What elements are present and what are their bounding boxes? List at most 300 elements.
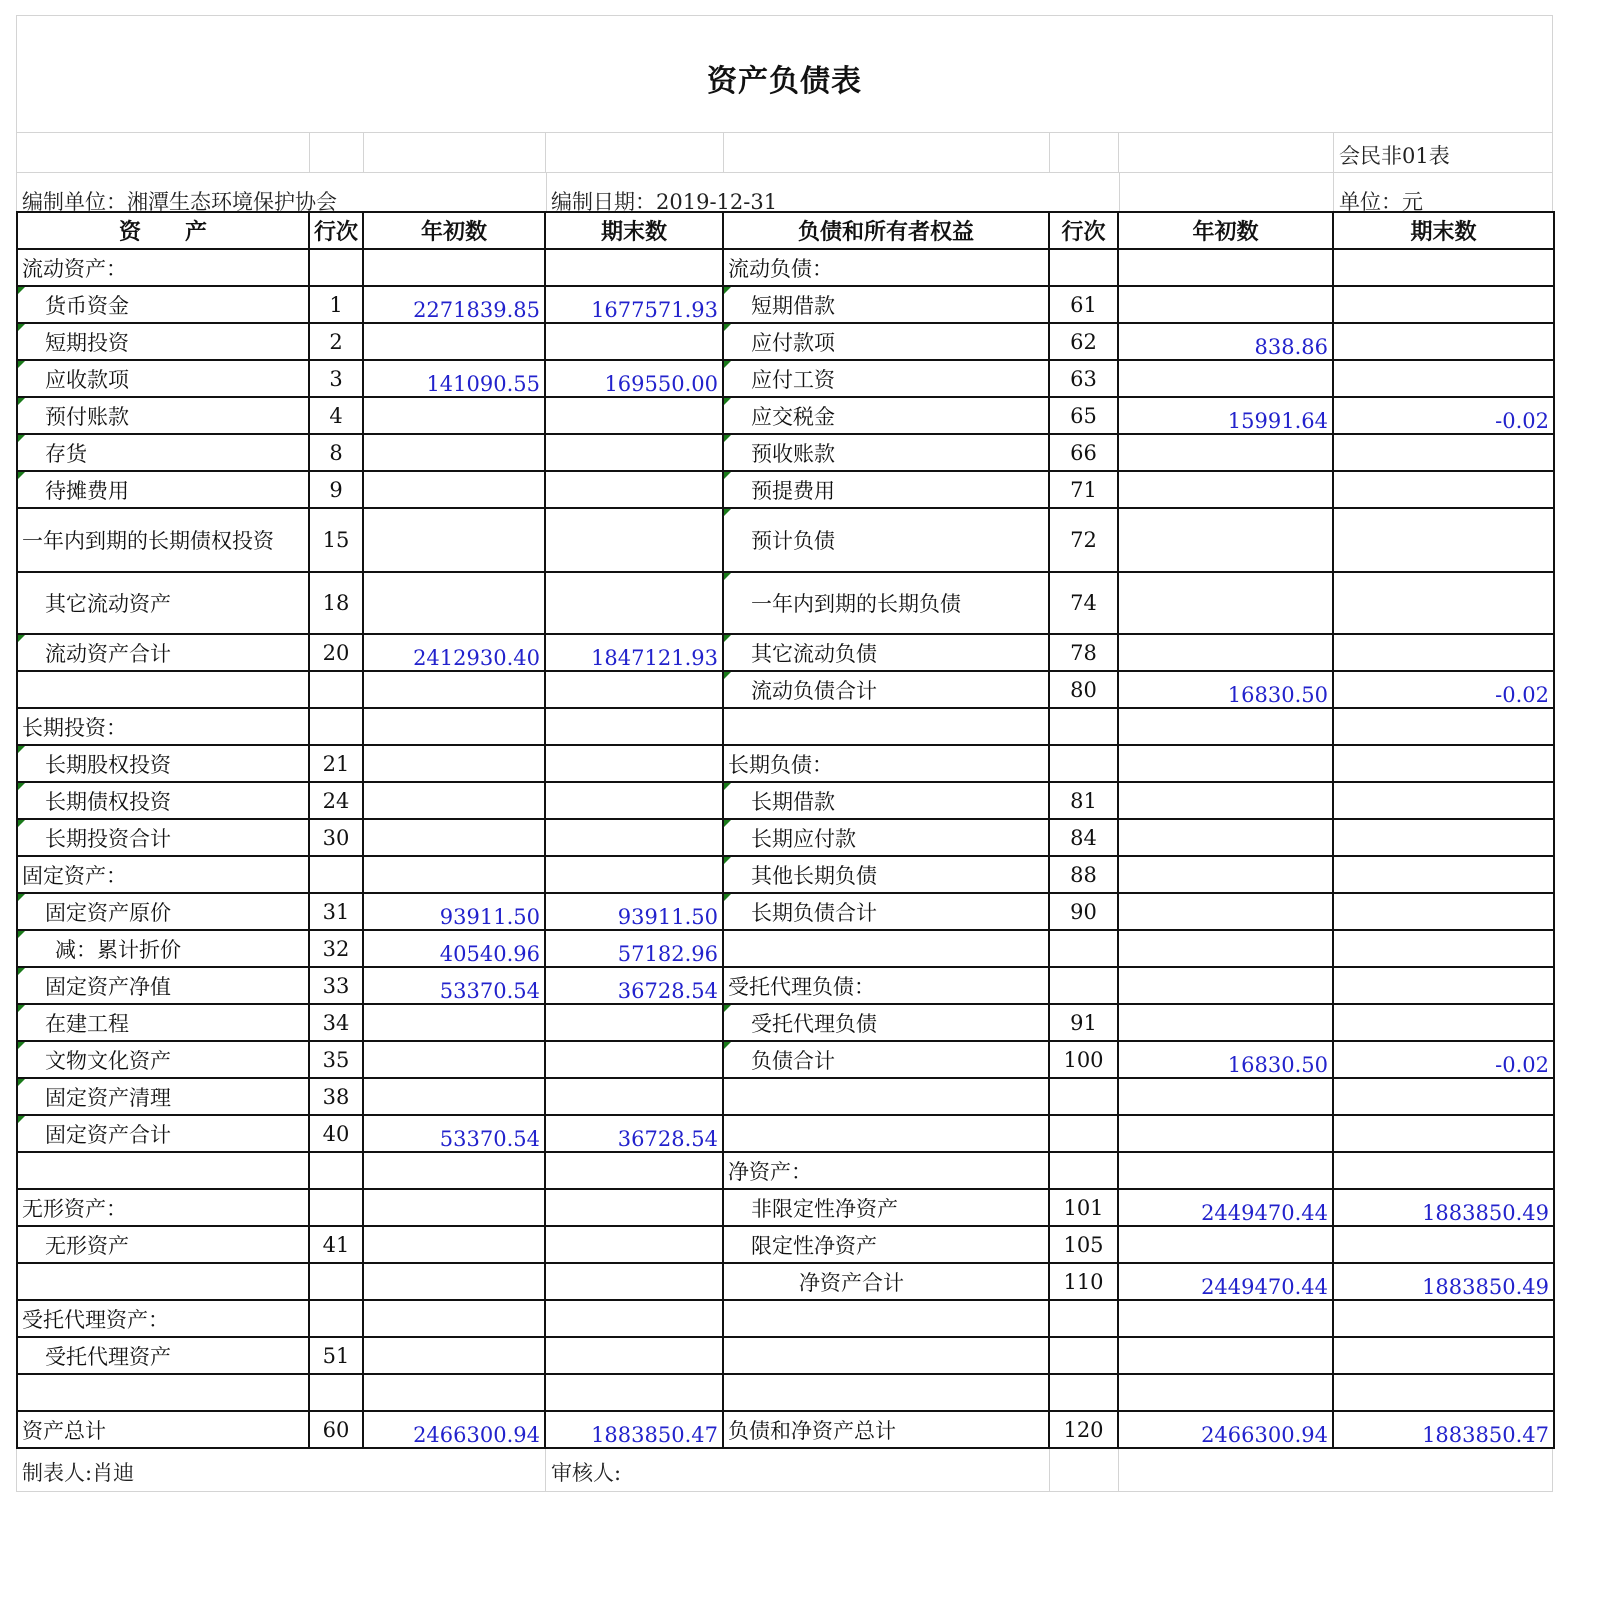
liability-label[interactable]: 长期负债： <box>723 745 1049 782</box>
asset-label[interactable]: 长期债权投资 <box>17 782 309 819</box>
header-row-no-2: 行次 <box>1049 212 1118 249</box>
liability-row-no[interactable] <box>1049 249 1118 286</box>
asset-label[interactable]: 预付账款 <box>17 397 309 434</box>
table-row <box>17 856 1554 893</box>
asset-label[interactable] <box>17 671 309 708</box>
asset-label[interactable]: 减：累计折价 <box>17 930 309 967</box>
asset-end-value[interactable]: 36728.54 <box>545 1115 723 1152</box>
liability-begin-value[interactable] <box>1118 1115 1333 1152</box>
liability-end-value[interactable] <box>1333 1300 1554 1337</box>
org-label: 编制单位：湘潭生态环境保护协会 <box>22 190 337 214</box>
liability-row-no[interactable] <box>1049 1374 1118 1411</box>
liability-end-value[interactable]: -0.02 <box>1333 1041 1554 1078</box>
table-row <box>17 1300 1554 1337</box>
asset-label[interactable]: 受托代理资产 <box>17 1337 309 1374</box>
liability-begin-value[interactable] <box>1118 249 1333 286</box>
asset-label[interactable]: 文物文化资产 <box>17 1041 309 1078</box>
liability-begin-value[interactable] <box>1118 967 1333 1004</box>
asset-end-value[interactable] <box>545 856 723 893</box>
asset-end-value[interactable]: 169550.00 <box>545 360 723 397</box>
asset-end-value[interactable]: 1883850.47 <box>545 1411 723 1448</box>
liability-row-no[interactable]: 100 <box>1049 1041 1118 1078</box>
reviewer-label: 审核人: <box>551 1461 622 1485</box>
asset-row-no[interactable]: 2 <box>309 323 363 360</box>
asset-begin-value[interactable] <box>363 397 545 434</box>
liability-label[interactable] <box>723 1337 1049 1374</box>
asset-end-value[interactable] <box>545 434 723 471</box>
asset-begin-value[interactable] <box>363 1078 545 1115</box>
asset-label[interactable]: 受托代理资产： <box>17 1300 309 1337</box>
liability-label[interactable]: 净资产合计 <box>723 1263 1049 1300</box>
date-label: 编制日期：2019-12-31 <box>551 190 778 214</box>
liability-label[interactable]: 预计负债 <box>723 508 1049 572</box>
table-row <box>17 1226 1554 1263</box>
preparer-label: 制表人:肖迪 <box>22 1461 135 1485</box>
liability-label[interactable]: 应付工资 <box>723 360 1049 397</box>
liability-label[interactable] <box>723 930 1049 967</box>
table-row <box>17 1374 1554 1411</box>
liability-begin-value[interactable] <box>1118 893 1333 930</box>
liability-end-value[interactable] <box>1333 508 1554 572</box>
asset-end-value[interactable] <box>545 572 723 634</box>
asset-end-value[interactable] <box>545 1226 723 1263</box>
liability-label[interactable] <box>723 708 1049 745</box>
liability-end-value[interactable] <box>1333 819 1554 856</box>
liability-begin-value[interactable] <box>1118 745 1333 782</box>
liability-label[interactable] <box>723 1115 1049 1152</box>
asset-begin-value[interactable] <box>363 745 545 782</box>
liability-row-no[interactable]: 66 <box>1049 434 1118 471</box>
liability-begin-value[interactable] <box>1118 1004 1333 1041</box>
header-end-2: 期末数 <box>1333 212 1554 249</box>
liability-row-no[interactable]: 78 <box>1049 634 1118 671</box>
liability-row-no[interactable]: 81 <box>1049 782 1118 819</box>
asset-row-no[interactable]: 9 <box>309 471 363 508</box>
table-row <box>17 1041 1554 1078</box>
asset-begin-value[interactable] <box>363 1152 545 1189</box>
unit-label: 单位：元 <box>1339 190 1423 214</box>
asset-row-no[interactable]: 1 <box>309 286 363 323</box>
liability-end-value[interactable] <box>1333 323 1554 360</box>
asset-row-no[interactable]: 31 <box>309 893 363 930</box>
liability-row-no[interactable]: 61 <box>1049 286 1118 323</box>
asset-row-no[interactable] <box>309 249 363 286</box>
liability-begin-value[interactable] <box>1118 708 1333 745</box>
table-row <box>17 671 1554 708</box>
asset-begin-value[interactable] <box>363 1041 545 1078</box>
asset-row-no[interactable]: 34 <box>309 1004 363 1041</box>
liability-end-value[interactable] <box>1333 1374 1554 1411</box>
liability-begin-value[interactable] <box>1118 471 1333 508</box>
grid-cell[interactable] <box>17 133 310 172</box>
asset-row-no[interactable]: 4 <box>309 397 363 434</box>
asset-end-value[interactable] <box>545 323 723 360</box>
liability-label[interactable]: 其他长期负债 <box>723 856 1049 893</box>
asset-begin-value[interactable] <box>363 856 545 893</box>
liability-label[interactable]: 长期借款 <box>723 782 1049 819</box>
liability-end-value[interactable]: -0.02 <box>1333 671 1554 708</box>
asset-begin-value[interactable]: 40540.96 <box>363 930 545 967</box>
asset-label[interactable]: 流动资产合计 <box>17 634 309 671</box>
asset-begin-value[interactable] <box>363 471 545 508</box>
header-row <box>17 212 1554 249</box>
liability-label[interactable]: 长期应付款 <box>723 819 1049 856</box>
asset-label[interactable]: 在建工程 <box>17 1004 309 1041</box>
liability-label[interactable]: 预提费用 <box>723 471 1049 508</box>
table-row <box>17 1411 1554 1448</box>
asset-begin-value[interactable] <box>363 1374 545 1411</box>
asset-row-no[interactable] <box>309 1152 363 1189</box>
asset-row-no[interactable]: 40 <box>309 1115 363 1152</box>
asset-end-value[interactable] <box>545 1078 723 1115</box>
liability-begin-value[interactable] <box>1118 1374 1333 1411</box>
table-row <box>17 323 1554 360</box>
asset-begin-value[interactable]: 53370.54 <box>363 1115 545 1152</box>
liability-row-no[interactable] <box>1049 967 1118 1004</box>
asset-begin-value[interactable]: 2466300.94 <box>363 1411 545 1448</box>
table-row <box>17 634 1554 671</box>
liability-end-value[interactable] <box>1333 1004 1554 1041</box>
asset-row-no[interactable] <box>309 1263 363 1300</box>
header-begin: 年初数 <box>363 212 545 249</box>
liability-label[interactable]: 非限定性净资产 <box>723 1189 1049 1226</box>
liability-begin-value[interactable] <box>1118 856 1333 893</box>
asset-row-no[interactable] <box>309 1374 363 1411</box>
table-row <box>17 745 1554 782</box>
liability-label[interactable]: 应付款项 <box>723 323 1049 360</box>
asset-row-no[interactable]: 21 <box>309 745 363 782</box>
liability-end-value[interactable] <box>1333 1226 1554 1263</box>
liability-row-no[interactable]: 88 <box>1049 856 1118 893</box>
asset-row-no[interactable]: 24 <box>309 782 363 819</box>
liability-row-no[interactable]: 63 <box>1049 360 1118 397</box>
liability-begin-value[interactable]: 16830.50 <box>1118 671 1333 708</box>
asset-end-value[interactable] <box>545 819 723 856</box>
liability-begin-value[interactable] <box>1118 1337 1333 1374</box>
table-row <box>17 572 1554 634</box>
liability-row-no[interactable] <box>1049 1078 1118 1115</box>
liability-label[interactable]: 负债和净资产总计 <box>723 1411 1049 1448</box>
liability-end-value[interactable] <box>1333 286 1554 323</box>
asset-begin-value[interactable] <box>363 1300 545 1337</box>
asset-label[interactable]: 长期投资： <box>17 708 309 745</box>
asset-end-value[interactable] <box>545 671 723 708</box>
asset-label[interactable]: 无形资产 <box>17 1226 309 1263</box>
asset-label[interactable]: 其它流动资产 <box>17 572 309 634</box>
liability-end-value[interactable] <box>1333 249 1554 286</box>
liability-label[interactable] <box>723 1300 1049 1337</box>
asset-row-no[interactable] <box>309 708 363 745</box>
liability-end-value[interactable] <box>1333 434 1554 471</box>
asset-label[interactable]: 固定资产清理 <box>17 1078 309 1115</box>
asset-label[interactable]: 短期投资 <box>17 323 309 360</box>
grid-cell[interactable] <box>546 1449 1050 1491</box>
grid-cell[interactable] <box>1050 133 1119 172</box>
liability-begin-value[interactable]: 2466300.94 <box>1118 1411 1333 1448</box>
asset-end-value[interactable] <box>545 1263 723 1300</box>
asset-end-value[interactable] <box>545 1300 723 1337</box>
grid-cell[interactable] <box>364 133 546 172</box>
liability-begin-value[interactable]: 15991.64 <box>1118 397 1333 434</box>
asset-begin-value[interactable] <box>363 249 545 286</box>
liability-label[interactable]: 一年内到期的长期负债 <box>723 572 1049 634</box>
liability-begin-value[interactable] <box>1118 1226 1333 1263</box>
liability-begin-value[interactable]: 16830.50 <box>1118 1041 1333 1078</box>
asset-end-value[interactable] <box>545 397 723 434</box>
header-end: 期末数 <box>545 212 723 249</box>
liability-label[interactable]: 其它流动负债 <box>723 634 1049 671</box>
liability-begin-value[interactable] <box>1118 782 1333 819</box>
asset-begin-value[interactable] <box>363 671 545 708</box>
liability-row-no[interactable]: 74 <box>1049 572 1118 634</box>
asset-end-value[interactable] <box>545 745 723 782</box>
liability-label[interactable]: 负债合计 <box>723 1041 1049 1078</box>
liability-begin-value[interactable] <box>1118 930 1333 967</box>
liability-label[interactable]: 流动负债合计 <box>723 671 1049 708</box>
asset-end-value[interactable] <box>545 471 723 508</box>
asset-row-no[interactable] <box>309 671 363 708</box>
asset-label[interactable]: 长期股权投资 <box>17 745 309 782</box>
asset-end-value[interactable]: 93911.50 <box>545 893 723 930</box>
asset-end-value[interactable]: 36728.54 <box>545 967 723 1004</box>
asset-label[interactable]: 无形资产： <box>17 1189 309 1226</box>
liability-label[interactable]: 受托代理负债： <box>723 967 1049 1004</box>
asset-row-no[interactable]: 20 <box>309 634 363 671</box>
asset-label[interactable] <box>17 1263 309 1300</box>
table-body <box>17 249 1554 1448</box>
liability-end-value[interactable] <box>1333 745 1554 782</box>
asset-label[interactable]: 固定资产净值 <box>17 967 309 1004</box>
liability-begin-value[interactable] <box>1118 508 1333 572</box>
liability-row-no[interactable]: 65 <box>1049 397 1118 434</box>
asset-label[interactable]: 长期投资合计 <box>17 819 309 856</box>
asset-begin-value[interactable] <box>363 323 545 360</box>
header-assets: 资 产 <box>17 212 309 249</box>
liability-begin-value[interactable] <box>1118 819 1333 856</box>
liability-label[interactable]: 应交税金 <box>723 397 1049 434</box>
asset-row-no[interactable]: 32 <box>309 930 363 967</box>
form-code-row <box>16 132 1553 172</box>
table-row <box>17 249 1554 286</box>
liability-label[interactable]: 流动负债： <box>723 249 1049 286</box>
header-row-no: 行次 <box>309 212 363 249</box>
asset-end-value[interactable]: 1847121.93 <box>545 634 723 671</box>
liability-row-no[interactable]: 105 <box>1049 1226 1118 1263</box>
footer-row <box>16 1449 1553 1492</box>
table-row <box>17 508 1554 572</box>
liability-end-value[interactable]: 1883850.47 <box>1333 1411 1554 1448</box>
table-row <box>17 893 1554 930</box>
asset-row-no[interactable]: 33 <box>309 967 363 1004</box>
asset-label[interactable]: 固定资产： <box>17 856 309 893</box>
asset-row-no[interactable]: 8 <box>309 434 363 471</box>
asset-begin-value[interactable]: 2271839.85 <box>363 286 545 323</box>
grid-cell[interactable] <box>310 133 364 172</box>
liability-row-no[interactable]: 101 <box>1049 1189 1118 1226</box>
asset-begin-value[interactable] <box>363 1337 545 1374</box>
asset-begin-value[interactable] <box>363 708 545 745</box>
asset-label[interactable]: 固定资产原价 <box>17 893 309 930</box>
liability-begin-value[interactable]: 2449470.44 <box>1118 1263 1333 1300</box>
asset-label[interactable]: 应收款项 <box>17 360 309 397</box>
asset-begin-value[interactable] <box>363 434 545 471</box>
liability-row-no[interactable]: 90 <box>1049 893 1118 930</box>
asset-label[interactable]: 一年内到期的长期债权投资 <box>17 508 309 572</box>
asset-row-no[interactable]: 3 <box>309 360 363 397</box>
table-row <box>17 397 1554 434</box>
asset-label[interactable]: 待摊费用 <box>17 471 309 508</box>
liability-label[interactable]: 长期负债合计 <box>723 893 1049 930</box>
asset-row-no[interactable]: 51 <box>309 1337 363 1374</box>
asset-end-value[interactable] <box>545 1041 723 1078</box>
table-row <box>17 819 1554 856</box>
asset-row-no[interactable]: 30 <box>309 819 363 856</box>
asset-label[interactable] <box>17 1374 309 1411</box>
asset-end-value[interactable] <box>545 782 723 819</box>
table-row <box>17 708 1554 745</box>
liability-end-value[interactable] <box>1333 572 1554 634</box>
asset-end-value[interactable] <box>545 508 723 572</box>
liability-end-value[interactable] <box>1333 782 1554 819</box>
asset-begin-value[interactable] <box>363 1189 545 1226</box>
liability-end-value[interactable] <box>1333 856 1554 893</box>
asset-begin-value[interactable] <box>363 782 545 819</box>
liability-begin-value[interactable] <box>1118 1300 1333 1337</box>
liability-end-value[interactable] <box>1333 893 1554 930</box>
liability-row-no[interactable] <box>1049 745 1118 782</box>
asset-end-value[interactable]: 1677571.93 <box>545 286 723 323</box>
liability-begin-value[interactable] <box>1118 434 1333 471</box>
liability-end-value[interactable]: 1883850.49 <box>1333 1263 1554 1300</box>
liability-row-no[interactable]: 110 <box>1049 1263 1118 1300</box>
liability-label[interactable]: 净资产： <box>723 1152 1049 1189</box>
asset-label[interactable]: 固定资产合计 <box>17 1115 309 1152</box>
asset-begin-value[interactable] <box>363 1004 545 1041</box>
asset-end-value[interactable] <box>545 1374 723 1411</box>
asset-begin-value[interactable] <box>363 1226 545 1263</box>
asset-row-no[interactable]: 15 <box>309 508 363 572</box>
liability-end-value[interactable] <box>1333 360 1554 397</box>
liability-end-value[interactable]: -0.02 <box>1333 397 1554 434</box>
liability-row-no[interactable]: 120 <box>1049 1411 1118 1448</box>
asset-begin-value[interactable] <box>363 572 545 634</box>
liability-row-no[interactable] <box>1049 1337 1118 1374</box>
asset-end-value[interactable] <box>545 1152 723 1189</box>
liability-row-no[interactable]: 84 <box>1049 819 1118 856</box>
asset-begin-value[interactable]: 141090.55 <box>363 360 545 397</box>
asset-end-value[interactable] <box>545 1189 723 1226</box>
balance-sheet <box>16 15 1553 1492</box>
grid-cell[interactable] <box>546 133 724 172</box>
liability-row-no[interactable]: 72 <box>1049 508 1118 572</box>
liability-end-value[interactable] <box>1333 1078 1554 1115</box>
liability-label[interactable] <box>723 1078 1049 1115</box>
liability-row-no[interactable]: 71 <box>1049 471 1118 508</box>
meta-row <box>16 172 1553 214</box>
liability-label[interactable]: 限定性净资产 <box>723 1226 1049 1263</box>
grid-cell[interactable] <box>1119 173 1334 211</box>
asset-row-no[interactable]: 18 <box>309 572 363 634</box>
table-row <box>17 1004 1554 1041</box>
table-row <box>17 434 1554 471</box>
asset-begin-value[interactable] <box>363 508 545 572</box>
asset-row-no[interactable]: 35 <box>309 1041 363 1078</box>
asset-end-value[interactable]: 57182.96 <box>545 930 723 967</box>
asset-begin-value[interactable]: 53370.54 <box>363 967 545 1004</box>
table-row <box>17 1115 1554 1152</box>
asset-row-no[interactable]: 60 <box>309 1411 363 1448</box>
liability-row-no[interactable] <box>1049 1115 1118 1152</box>
asset-label[interactable]: 流动资产： <box>17 249 309 286</box>
liability-row-no[interactable]: 91 <box>1049 1004 1118 1041</box>
liability-begin-value[interactable] <box>1118 360 1333 397</box>
asset-row-no[interactable]: 38 <box>309 1078 363 1115</box>
asset-begin-value[interactable] <box>363 819 545 856</box>
header-liabilities: 负债和所有者权益 <box>723 212 1049 249</box>
liability-end-value[interactable] <box>1333 1152 1554 1189</box>
asset-label[interactable]: 资产总计 <box>17 1411 309 1448</box>
liability-begin-value[interactable] <box>1118 572 1333 634</box>
liability-row-no[interactable] <box>1049 930 1118 967</box>
grid-cell[interactable] <box>1050 1449 1119 1491</box>
asset-end-value[interactable] <box>545 1004 723 1041</box>
asset-label[interactable]: 存货 <box>17 434 309 471</box>
asset-label[interactable] <box>17 1152 309 1189</box>
liability-label[interactable]: 短期借款 <box>723 286 1049 323</box>
liability-begin-value[interactable] <box>1118 634 1333 671</box>
asset-row-no[interactable] <box>309 856 363 893</box>
liability-end-value[interactable] <box>1333 634 1554 671</box>
table-row <box>17 471 1554 508</box>
liability-end-value[interactable] <box>1333 967 1554 1004</box>
asset-begin-value[interactable] <box>363 1263 545 1300</box>
liability-begin-value[interactable] <box>1118 1152 1333 1189</box>
liability-label[interactable]: 受托代理负债 <box>723 1004 1049 1041</box>
asset-row-no[interactable]: 41 <box>309 1226 363 1263</box>
asset-end-value[interactable] <box>545 249 723 286</box>
liability-end-value[interactable] <box>1333 930 1554 967</box>
table-row <box>17 360 1554 397</box>
asset-end-value[interactable] <box>545 708 723 745</box>
asset-begin-value[interactable]: 93911.50 <box>363 893 545 930</box>
liability-end-value[interactable] <box>1333 1337 1554 1374</box>
table-row <box>17 1078 1554 1115</box>
liability-begin-value[interactable]: 2449470.44 <box>1118 1189 1333 1226</box>
liability-row-no[interactable] <box>1049 708 1118 745</box>
asset-label[interactable]: 货币资金 <box>17 286 309 323</box>
liability-row-no[interactable]: 80 <box>1049 671 1118 708</box>
asset-row-no[interactable] <box>309 1300 363 1337</box>
grid-cell[interactable] <box>1119 133 1334 172</box>
liability-end-value[interactable]: 1883850.49 <box>1333 1189 1554 1226</box>
liability-end-value[interactable] <box>1333 1115 1554 1152</box>
liability-row-no[interactable]: 62 <box>1049 323 1118 360</box>
liability-end-value[interactable] <box>1333 471 1554 508</box>
liability-begin-value[interactable] <box>1118 286 1333 323</box>
asset-begin-value[interactable]: 2412930.40 <box>363 634 545 671</box>
liability-begin-value[interactable] <box>1118 1078 1333 1115</box>
asset-row-no[interactable] <box>309 1189 363 1226</box>
asset-end-value[interactable] <box>545 1337 723 1374</box>
liability-end-value[interactable] <box>1333 708 1554 745</box>
table-row <box>17 930 1554 967</box>
liability-row-no[interactable] <box>1049 1300 1118 1337</box>
liability-label[interactable]: 预收账款 <box>723 434 1049 471</box>
liability-label[interactable] <box>723 1374 1049 1411</box>
grid-cell[interactable] <box>724 133 1050 172</box>
liability-row-no[interactable] <box>1049 1152 1118 1189</box>
liability-begin-value[interactable]: 838.86 <box>1118 323 1333 360</box>
